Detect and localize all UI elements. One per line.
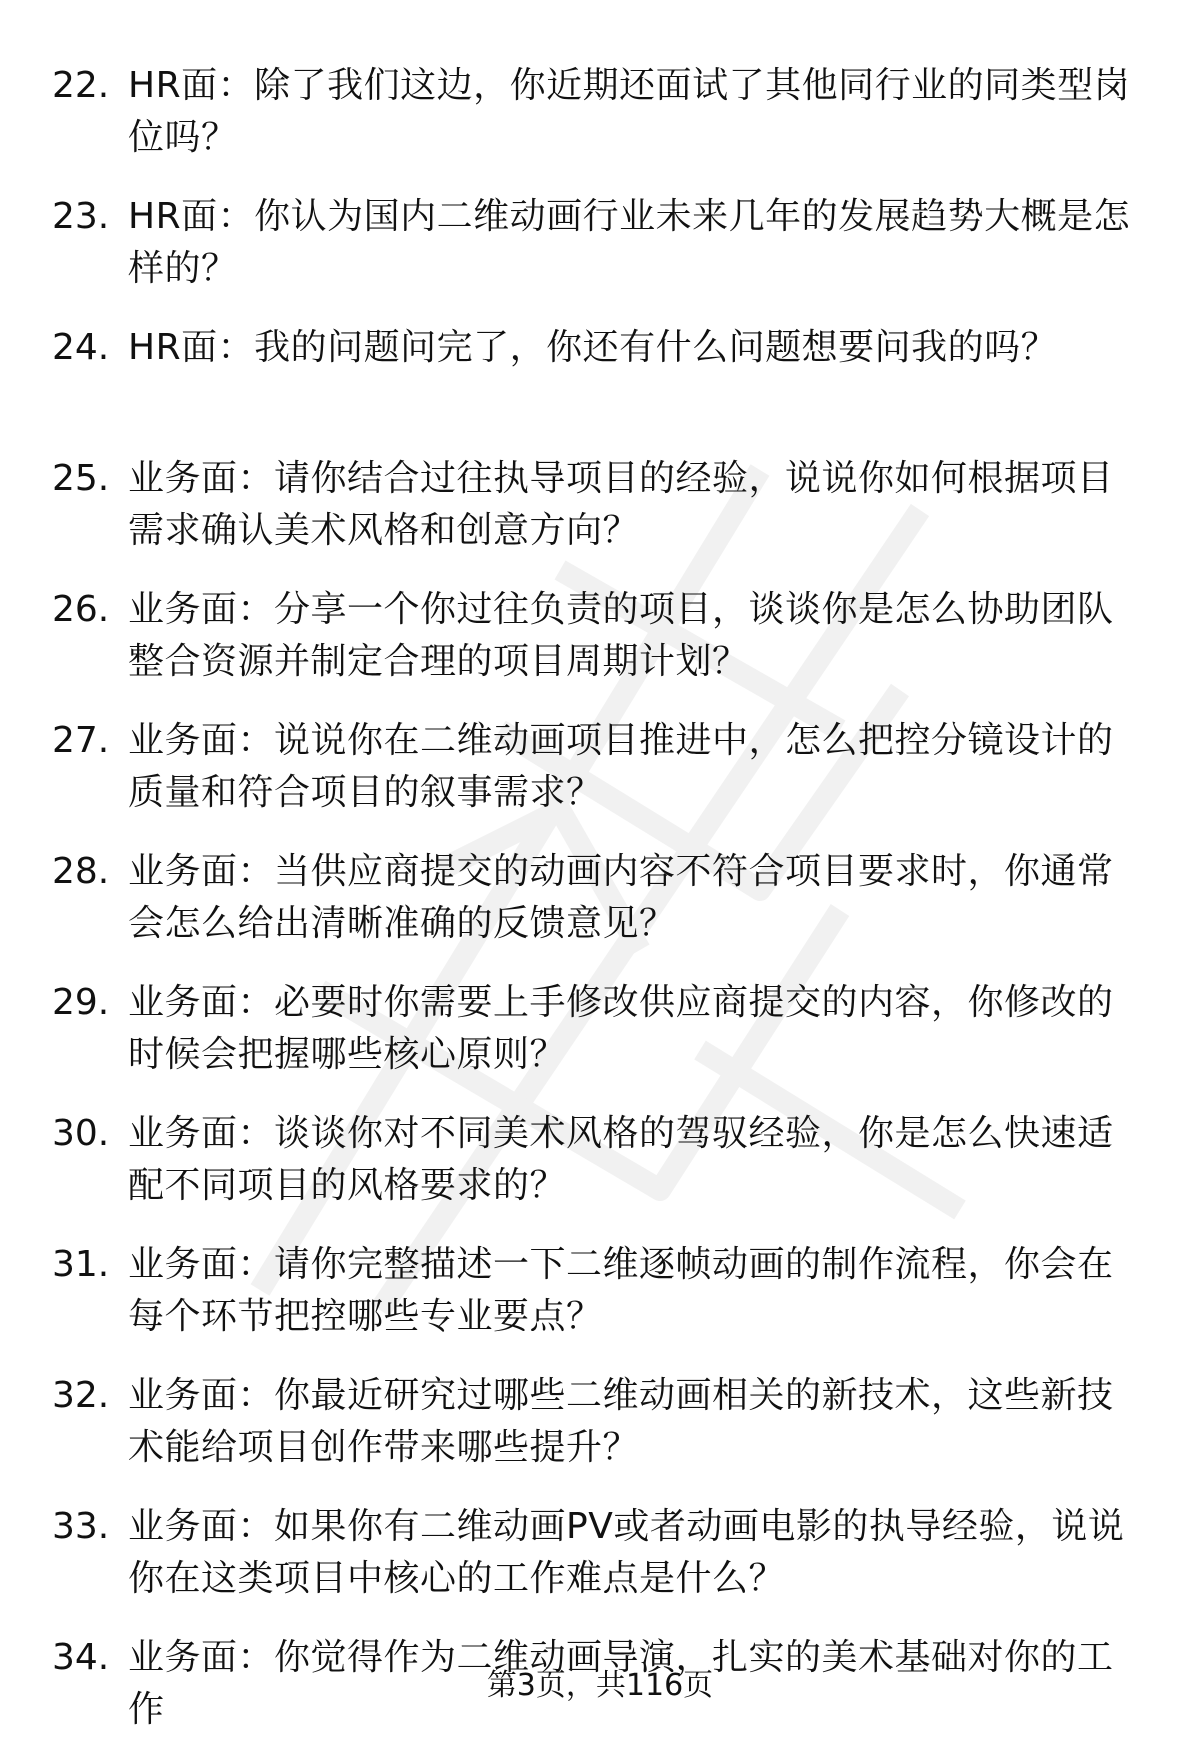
question-text: 业务面：当供应商提交的动画内容不符合项目要求时，你通常会怎么给出清晰准确的反馈意见？ [128,851,1114,944]
question-item [52,846,1152,977]
question-item [52,584,1152,715]
question-item [52,1370,1152,1501]
question-item [52,715,1152,846]
question-text: 业务面：你最近研究过哪些二维动画相关的新技术，这些新技术能给项目创作带来哪些提升？ [128,1375,1114,1468]
question-number: 32. [52,1375,110,1416]
question-text: 业务面：请你完整描述一下二维逐帧动画的制作流程，你会在每个环节把控哪些专业要点？ [128,1244,1114,1337]
question-number: 30. [52,1113,110,1154]
question-list [52,60,1152,1763]
question-text: HR面：你认为国内二维动画行业未来几年的发展趋势大概是怎样的？ [128,196,1131,289]
question-number: 26. [52,589,110,630]
question-text: 业务面：请你结合过往执导项目的经验，说说你如何根据项目需求确认美术风格和创意方向？ [128,458,1114,551]
question-text: 业务面：必要时你需要上手修改供应商提交的内容，你修改的时候会把握哪些核心原则？ [128,982,1114,1075]
question-number: 33. [52,1506,110,1547]
question-item [52,1239,1152,1370]
question-number: 28. [52,851,110,892]
question-number: 22. [52,65,110,106]
page-footer: 第3页，共116页 [486,1668,714,1703]
question-number: 25. [52,458,110,499]
question-number: 27. [52,720,110,761]
question-item [52,453,1152,584]
question-item [52,60,1152,191]
question-item [52,1108,1152,1239]
question-text: 业务面：你觉得作为二维动画导演，扎实的美术基础对你的工作 [128,1637,1114,1730]
question-item [52,1501,1152,1632]
question-text: 业务面：说说你在二维动画项目推进中，怎么把控分镜设计的质量和符合项目的叙事需求？ [128,720,1114,813]
question-item [52,322,1152,453]
question-text: 业务面：谈谈你对不同美术风格的驾驭经验，你是怎么快速适配不同项目的风格要求的？ [128,1113,1114,1206]
question-number: 29. [52,982,110,1023]
question-text: 业务面：如果你有二维动画PV或者动画电影的执导经验，说说你在这类项目中核心的工作难点是什么？ [128,1506,1125,1599]
question-number: 31. [52,1244,110,1285]
question-text: HR面：除了我们这边，你近期还面试了其他同行业的同类型岗位吗？ [128,65,1131,158]
question-text: 业务面：分享一个你过往负责的项目，谈谈你是怎么协助团队整合资源并制定合理的项目周期计划？ [128,589,1114,682]
question-item [52,191,1152,322]
question-number: 23. [52,196,110,237]
question-item [52,977,1152,1108]
question-number: 24. [52,327,110,368]
question-number: 34. [52,1637,110,1678]
question-text: HR面：我的问题问完了，你还有什么问题想要问我的吗？ [128,327,1058,368]
